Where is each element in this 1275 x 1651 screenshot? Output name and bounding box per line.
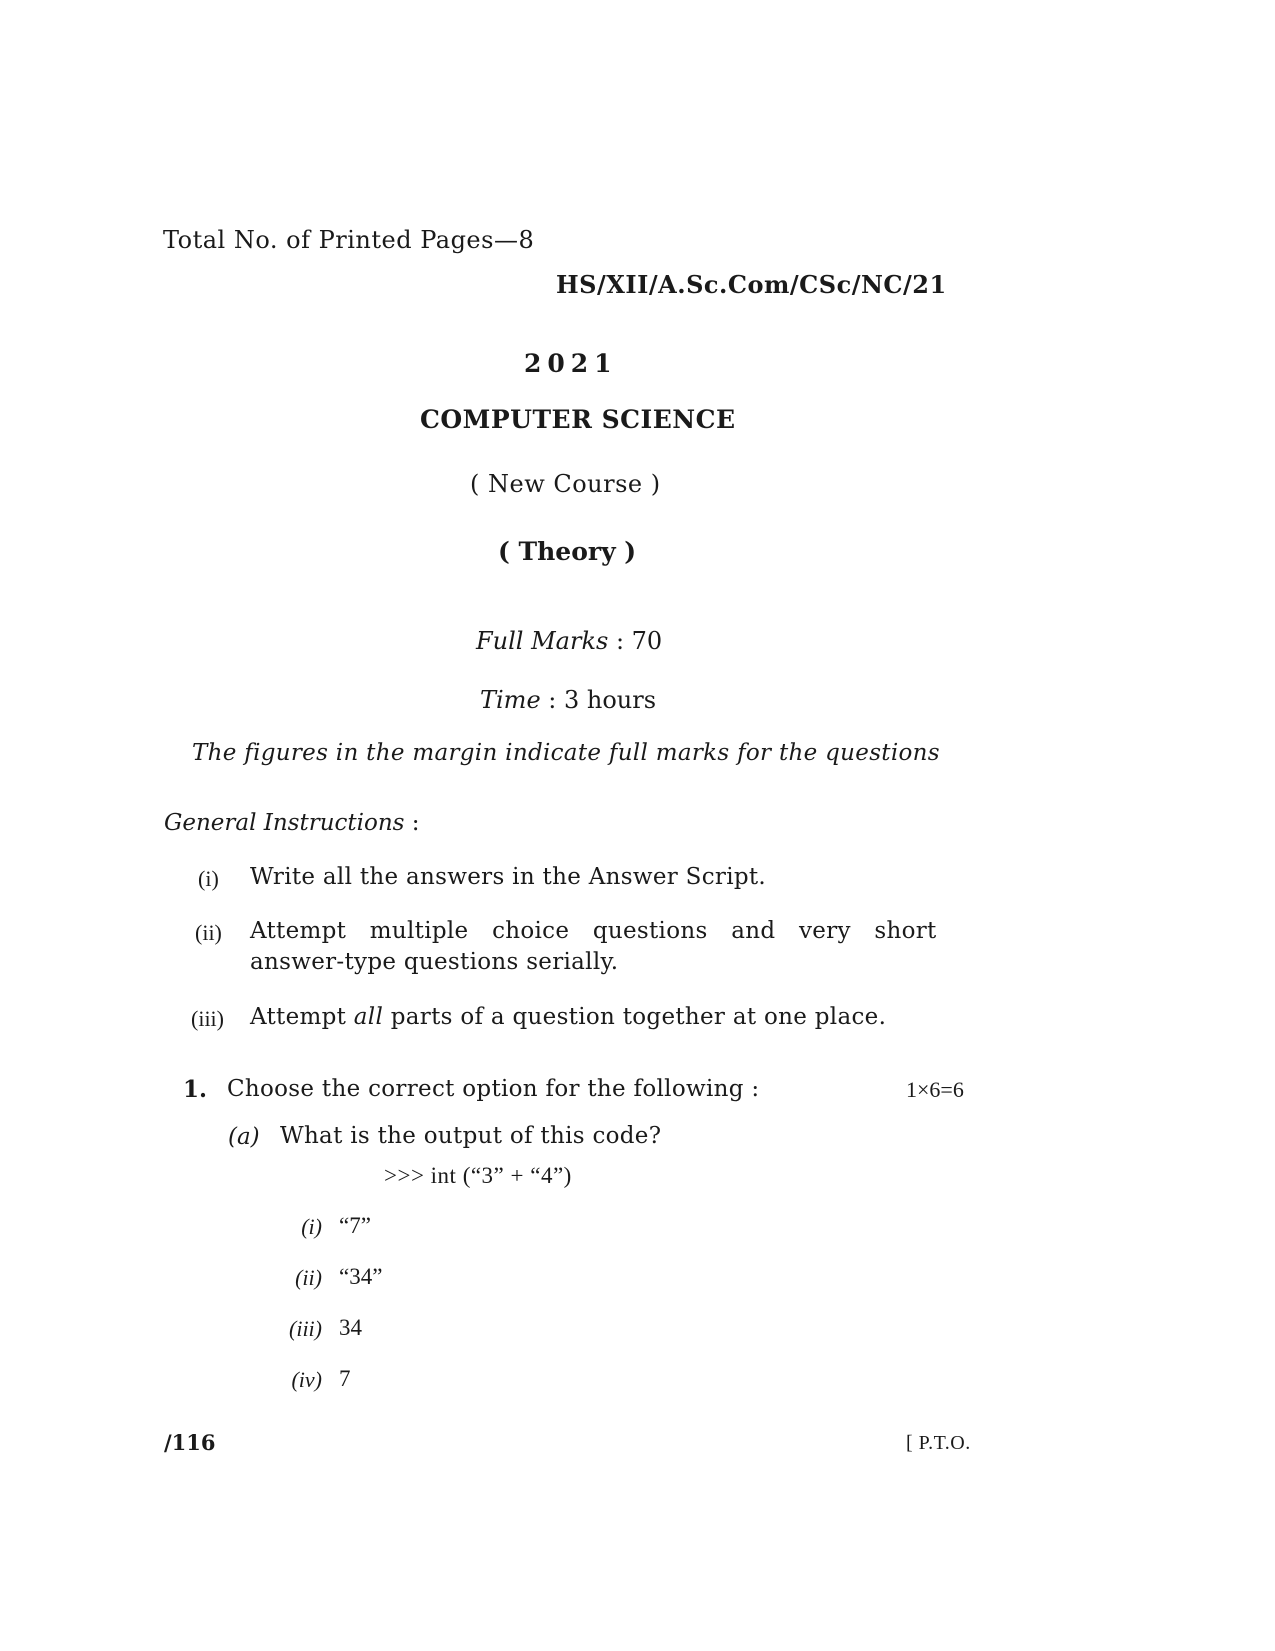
- question-marks: 1×6=6: [906, 1077, 964, 1102]
- margin-note: The figures in the margin indicate full marks for the questions: [192, 740, 940, 766]
- instruction-text-before: Attempt: [250, 1004, 354, 1030]
- instruction-text: [250, 1004, 886, 1030]
- time-value: 3 hours: [564, 686, 657, 714]
- instruction-text-after: parts of a question together at one place.: [383, 1004, 887, 1030]
- subquestion-label: (a): [228, 1124, 260, 1150]
- general-instructions-heading: [164, 810, 420, 836]
- footer-page-code: /116: [164, 1430, 216, 1455]
- course-type: ( New Course ): [470, 470, 661, 498]
- instruction-text: Write all the answers in the Answer Script.: [250, 864, 767, 890]
- option-text: “7”: [339, 1213, 371, 1238]
- footer-pto: [ P.T.O.: [906, 1432, 971, 1454]
- full-marks-value: 70: [631, 627, 663, 655]
- full-marks-separator: :: [608, 627, 632, 655]
- subject-title: COMPUTER SCIENCE: [420, 405, 736, 434]
- printed-pages-count: Total No. of Printed Pages—8: [163, 226, 535, 254]
- general-instructions-colon: :: [404, 810, 420, 836]
- instruction-number: (iii): [191, 1006, 224, 1031]
- question-number: 1.: [183, 1076, 208, 1103]
- exam-year: 2021: [524, 349, 618, 378]
- code-snippet: >>> int (“3” + “4”): [384, 1163, 572, 1188]
- subquestion-text: What is the output of this code?: [280, 1123, 662, 1149]
- instruction-text-emphasis: all: [353, 1004, 384, 1030]
- option-label: (iv): [291, 1367, 322, 1392]
- paper-code: HS/XII/A.Sc.Com/CSc/NC/21: [556, 270, 947, 299]
- question-text: Choose the correct option for the following :: [227, 1076, 760, 1102]
- full-marks: [476, 627, 662, 655]
- instruction-text-line2: answer-type questions serially.: [250, 949, 619, 975]
- option-text: 34: [339, 1315, 362, 1340]
- time-label: Time: [480, 686, 541, 714]
- instruction-text-line1: Attempt multiple choice questions and very short: [250, 918, 937, 944]
- option-label: (i): [301, 1214, 322, 1239]
- option-label: (ii): [295, 1265, 322, 1290]
- option-label: (iii): [289, 1316, 322, 1341]
- option-text: “34”: [339, 1264, 383, 1289]
- instruction-number: (i): [198, 866, 219, 891]
- option-text: 7: [339, 1366, 351, 1391]
- full-marks-label: Full Marks: [476, 627, 609, 655]
- general-instructions-label: General Instructions: [164, 810, 405, 836]
- paper-type: ( Theory ): [498, 537, 637, 566]
- instruction-number: (ii): [195, 920, 222, 945]
- exam-time: [480, 686, 656, 714]
- time-separator: :: [540, 686, 564, 714]
